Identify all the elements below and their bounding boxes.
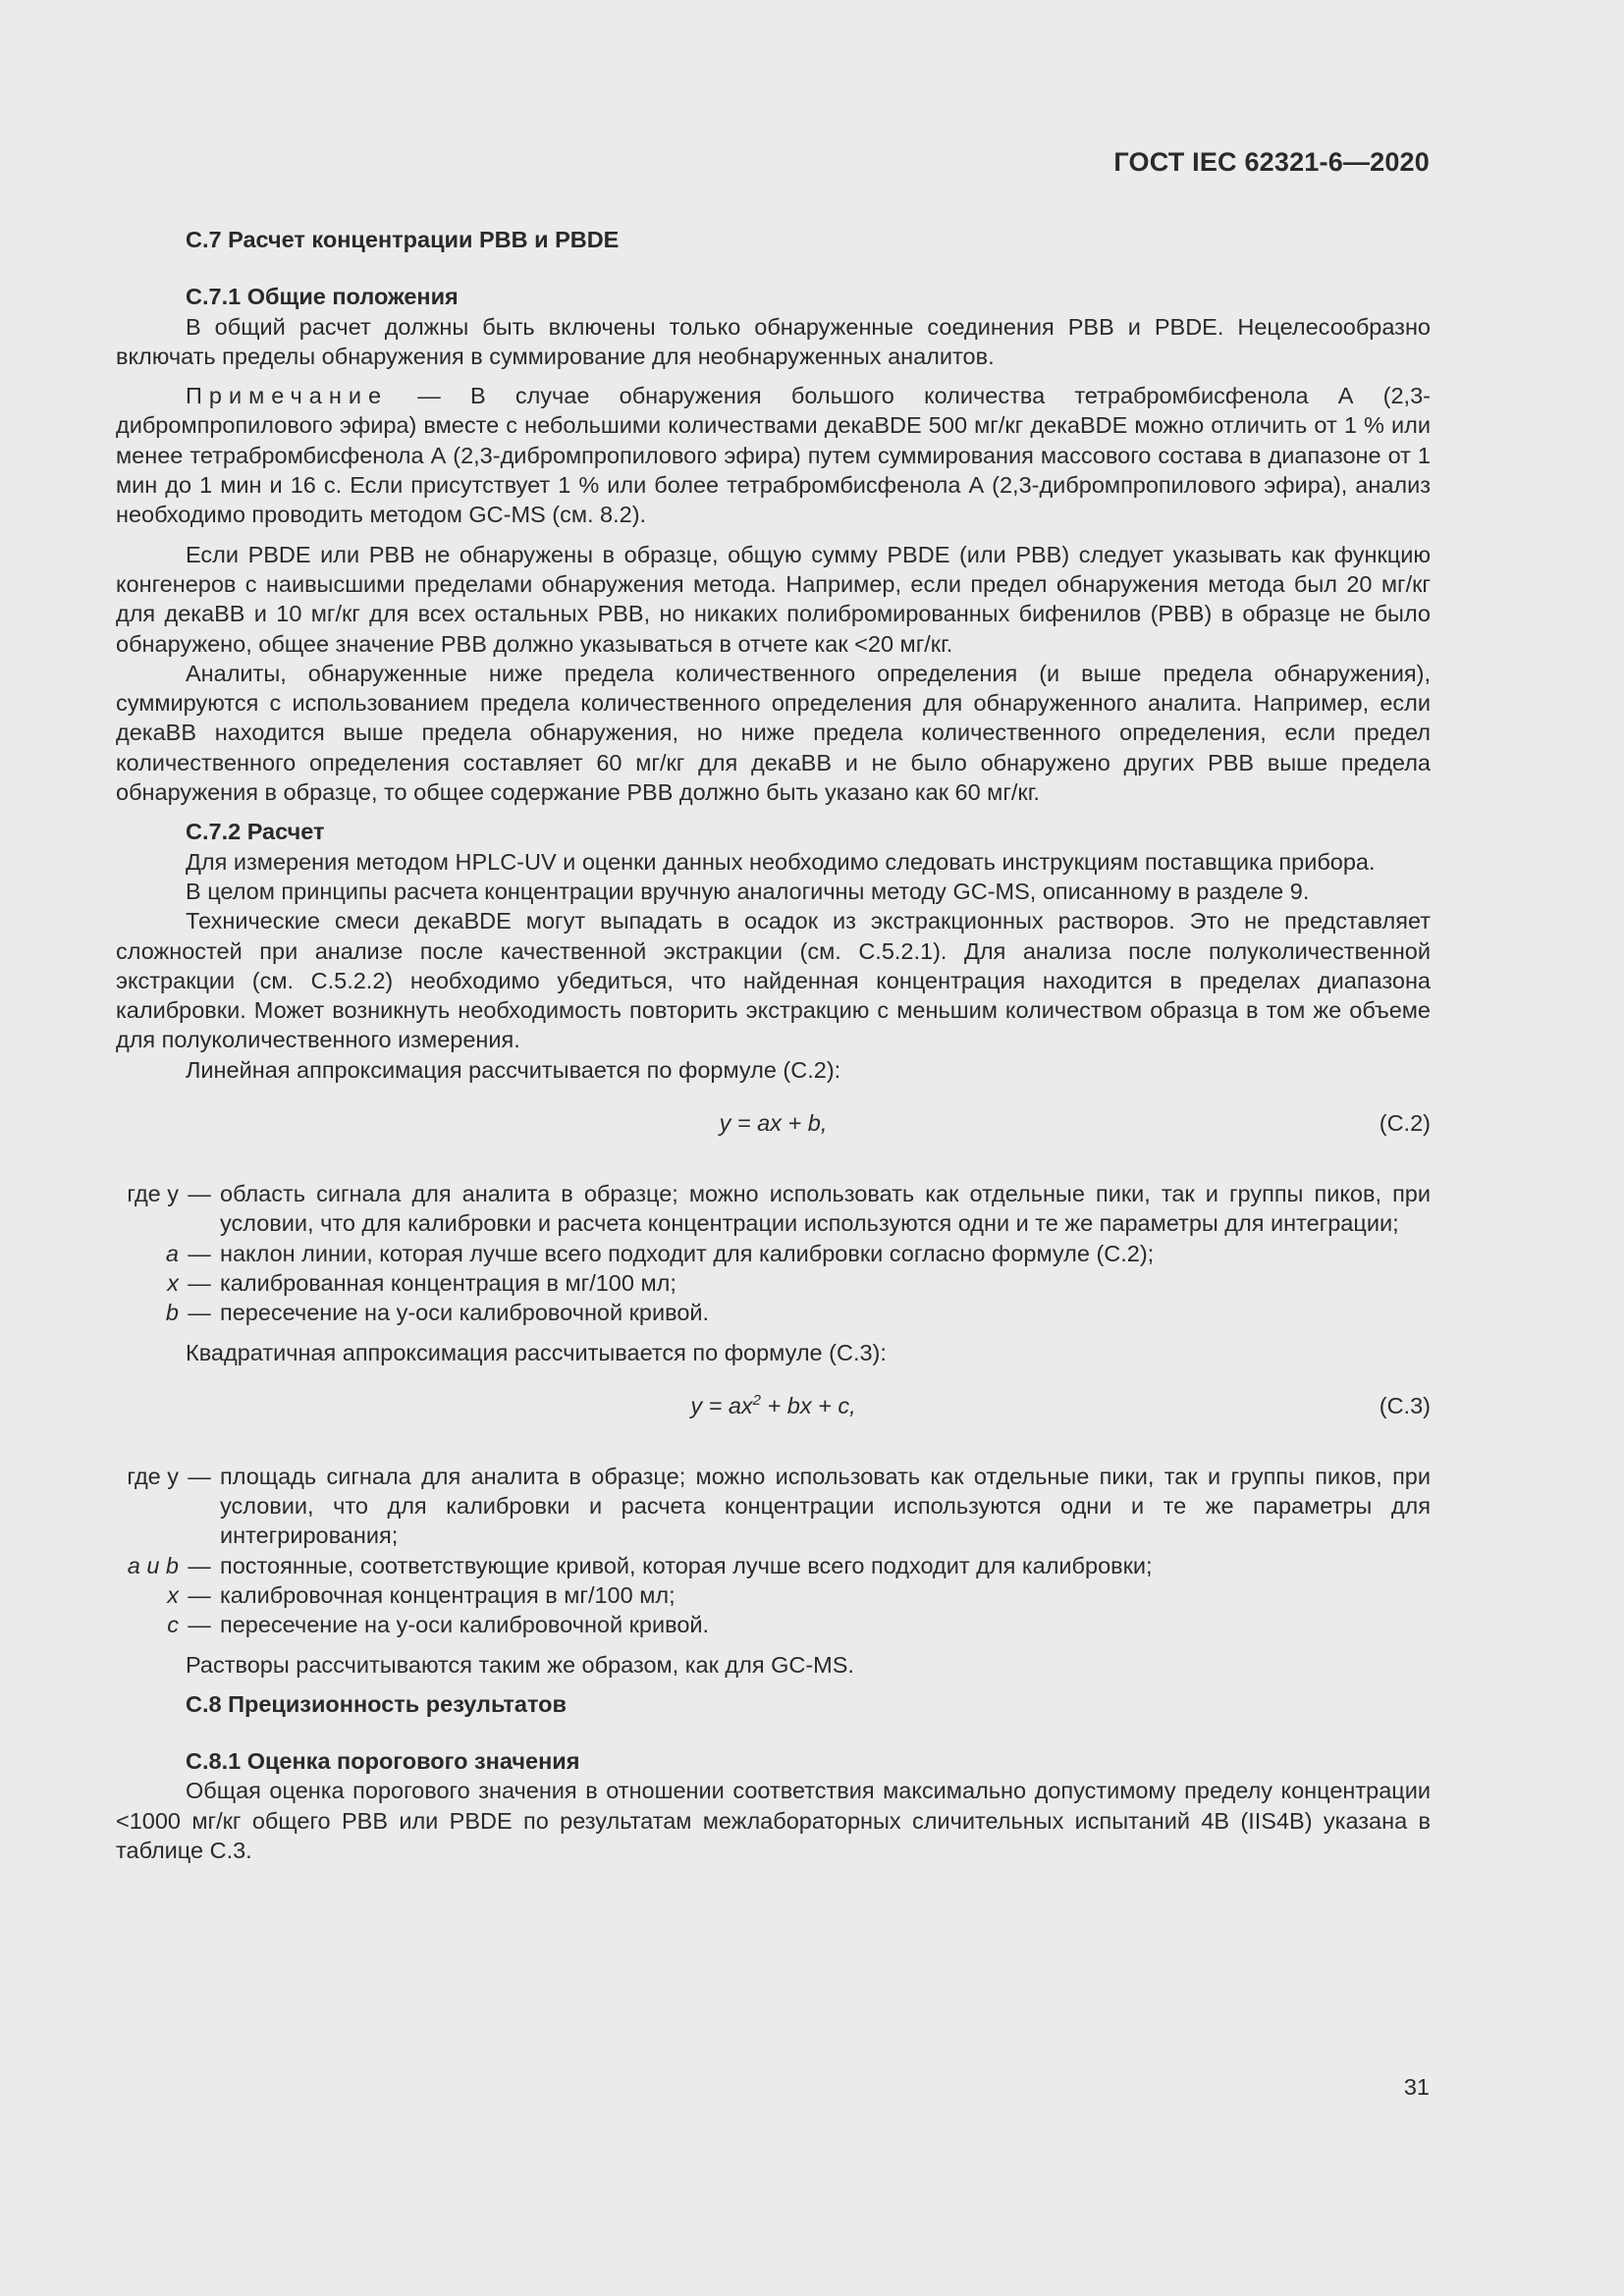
section-c7-title: С.7 Расчет концентрации PBB и PBDE — [186, 227, 620, 252]
formula-c2-number: (С.2) — [1379, 1110, 1431, 1137]
definition-symbol: x — [167, 1269, 179, 1296]
definition-symbol: c — [167, 1612, 179, 1638]
definition-symbol: b — [165, 1300, 179, 1326]
paragraph-c71-3: Аналиты, обнаруженные ниже предела количественного определения (и выше предела обнаружения), суммируются с использованием предела количественного определения для обнаруженного аналита. Например, если декаBB находится выше предела обнаружения, но ниже предела количественного определения, если предел количественного определения составляет 60 мг/кг для декаBB и не было обнаружено других PBB выше предела обнаружения в образце, то общее содержание PBB должно быть указано как 60 мг/кг. — [116, 660, 1431, 806]
definition-text: область сигнала для аналита в образце; можно использовать как отдельные пики, так и группы пиков, при условии, что для калибровки и расчета концентрации используются одни и те же параметры для интеграции; — [220, 1181, 1431, 1237]
section-c72-title: С.7.2 Расчет — [186, 819, 325, 845]
definitions-c3 — [116, 1462, 1431, 1640]
formula-c2 — [116, 1108, 1431, 1142]
paragraph-c71-1: В общий расчет должны быть включены только обнаруженные соединения PBB и PBDE. Нецелесообразно включать пределы обнаружения в суммирование для необнаруженных аналитов. — [116, 313, 1431, 369]
definition-row: x — калиброванная концентрация в мг/100 мл; — [116, 1268, 1431, 1298]
formula-c2-expression: y = ax + b, — [719, 1110, 828, 1137]
definition-row: b — пересечение на y-оси калибровочной кривой. — [116, 1298, 1431, 1327]
definition-row: a и b — постоянные, соответствующие кривой, которая лучше всего подходит для калибровки; — [116, 1551, 1431, 1580]
definition-symbol: a — [165, 1240, 179, 1266]
formula-c3-number: (С.3) — [1379, 1392, 1431, 1418]
definition-symbol: x — [167, 1581, 179, 1608]
definition-text: площадь сигнала для аналита в образце; можно использовать как отдельные пики, так и группы пиков, при условии, что для калибровки и расчета концентрации используются одни и те же параметры для интегрирования; — [220, 1463, 1431, 1549]
page-number: 31 — [1403, 2074, 1430, 2100]
formula-c3-expression: $y = ax^2$ + bx + c, — [690, 1391, 856, 1418]
note-text: — В случае обнаружения большого количества тетрабромбисфенола А (2,3-дибромпропилового эфира) вместе с небольшими количествами декаBDE 500 мг/кг декаBDE можно отличить от 1 % или менее тетрабромбисфенола А (2,3-дибромпропилового эфира) путем суммирования массового состава в диапазоне от 1 мин до 1 мин и 16 с. Если присутствует 1 % или более тетрабромбисфенола А (2,3-дибромпропилового эфира), анализ необходимо проводить методом GC-MS (см. 8.2). — [116, 383, 1431, 528]
definition-text: пересечение на y-оси калибровочной кривой. — [220, 1612, 710, 1638]
definition-row: c — пересечение на y-оси калибровочной кривой. — [116, 1610, 1431, 1639]
paragraph-c72-2: В целом принципы расчета концентрации вручную аналогичны методу GC-MS, описанному в разделе 9. — [186, 878, 1310, 904]
definition-row: где y — область сигнала для аналита в образце; можно использовать как отдельные пики, так и группы пиков, при условии, что для калибровки и расчета концентрации используются одни и те же параметры для интеграции; — [116, 1179, 1431, 1239]
definition-symbol: a и b — [127, 1552, 179, 1578]
definition-row: где y — площадь сигнала для аналита в образце; можно использовать как отдельные пики, так и группы пиков, при условии, что для калибровки и расчета концентрации используются одни и те же параметры для интегрирования; — [116, 1462, 1431, 1551]
section-c81-title: С.8.1 Оценка порогового значения — [186, 1748, 580, 1775]
definition-text: наклон линии, которая лучше всего подходит для калибровки согласно формуле (С.2); — [220, 1240, 1155, 1266]
definition-row: x — калибровочная концентрация в мг/100 мл; — [116, 1580, 1431, 1610]
section-c8-title: С.8 Прецизионность результатов — [186, 1690, 567, 1717]
document-id: ГОСТ IEC 62321-6—2020 — [1113, 147, 1430, 177]
definition-text: калибровочная концентрация в мг/100 мл; — [220, 1581, 676, 1608]
definition-symbol: где y — [127, 1181, 179, 1207]
definitions-c2 — [116, 1179, 1431, 1327]
paragraph-c81-1: Общая оценка порогового значения в отношении соответствия максимально допустимому пределу концентрации <1000 мг/кг общего PBB или PBDE по результатам межлабораторных сличительных испытаний 4B (IIS4B) указана в таблице С.3. — [116, 1778, 1431, 1864]
paragraph-c72-5: Квадратичная аппроксимация рассчитывается по формуле (С.3): — [186, 1339, 887, 1365]
definition-text: постоянные, соответствующие кривой, которая лучше всего подходит для калибровки; — [220, 1552, 1153, 1578]
paragraph-c71-2: Если PBDE или PBB не обнаружены в образце, общую сумму PBDE (или PBB) следует указывать как функцию конгенеров с наивысшими пределами обнаружения метода. Например, если предел обнаружения метода был 20 мг/кг для декаBB и 10 мг/кг для всех остальных PBB, но никаких полибромированных бифенилов (PBB) в образце не было обнаружено, общее значение PBB должно указываться в отчете как <20 мг/кг. — [116, 541, 1431, 657]
section-c71-title: С.7.1 Общие положения — [186, 284, 459, 310]
page-content — [116, 225, 1431, 1865]
note-paragraph — [116, 381, 1431, 529]
definition-symbol: где y — [127, 1463, 179, 1489]
definition-text: калиброванная концентрация в мг/100 мл; — [220, 1269, 677, 1296]
paragraph-c72-4: Линейная аппроксимация рассчитывается по формуле (С.2): — [186, 1056, 841, 1083]
definition-row: a — наклон линии, которая лучше всего подходит для калибровки согласно формуле (С.2); — [116, 1239, 1431, 1268]
note-label: Примечание — [186, 383, 389, 409]
definition-text: пересечение на y-оси калибровочной кривой. — [220, 1300, 710, 1326]
paragraph-c72-1: Для измерения методом HPLC-UV и оценки данных необходимо следовать инструкциям поставщика прибора. — [186, 848, 1376, 875]
formula-c3 — [116, 1391, 1431, 1424]
paragraph-c72-3: Технические смеси декаBDE могут выпадать в осадок из экстракционных растворов. Это не представляет сложностей при анализе после качественной экстракции (см. С.5.2.1). Для анализа после полуколичественной экстракции (см. С.5.2.2) необходимо убедиться, что найденная концентрация находится в пределах диапазона калибровки. Может возникнуть необходимость повторить экстракцию с меньшим количеством образца в том же объеме для полуколичественного измерения. — [116, 908, 1431, 1053]
paragraph-c72-6: Растворы рассчитываются таким же образом, как для GC-MS. — [186, 1651, 854, 1678]
